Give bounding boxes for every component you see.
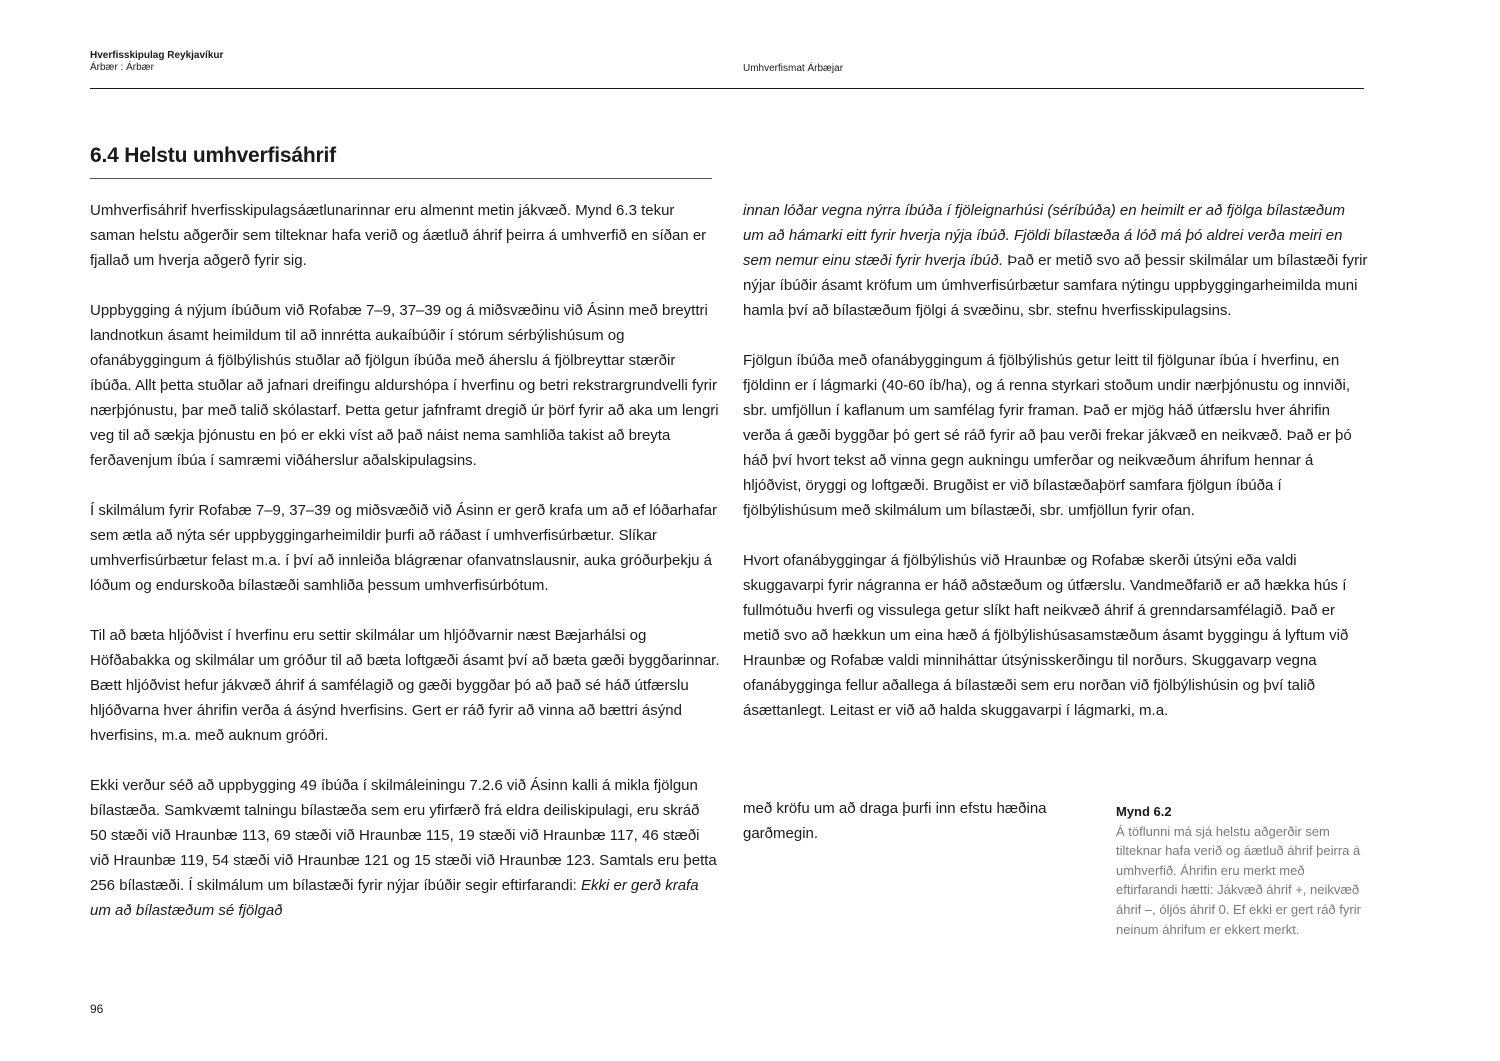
caption-body: Á töflunni má sjá helstu aðgerðir sem tilteknar hafa verið og áætluð áhrif þeirra á umhverfið. Áhrifin eru merkt með eftirfarandi hætti: Jákvæð áhrif +, neikvæð áhrif –, óljós áhrif 0. Ef ekki er gert ráð fyrir neinum áhrifum er ekkert merkt. (1116, 823, 1361, 937)
paragraph: Fjölgun íbúða með ofanábyggingum á fjölbýlishús getur leitt til fjölgunar íbúa í hverfinu, en fjöldinn er í lágmarki (40-60 íb/ha), og á renna styrkari stoðum undir nærþjónustu og innviði, sbr. umfjöllun í kaflanum um samfélag fyrir framan. Það er mjög háð útfærslu hver áhrifin verða á gæði byggðar þó gert sé ráð fyrir að þau verði frekar jákvæð en neikvæð. Það er þó háð því hvort tekst að vinna gegn aukningu umferðar og neikvæðum áhrifum hennar á hljóðvist, öryggi og loftgæði. Brugðist er við bílastæðaþörf samfara fjölgun íbúða í fjölbýlishúsum með skilmálum um bílastæði, sbr. umfjöllun fyrir ofan. (743, 352, 1352, 519)
paragraph: Uppbygging á nýjum íbúðum við Rofabæ 7–9, 37–39 og á miðsvæðinu við Ásinn með breyttri landnotkun ásamt heimildum til að innrétta aukaíbúðir í stórum sérbýlishúsum og ofanábyggingum á fjölbýlishús stuðlar að fjölgun íbúða með áherslu á fjölbreyttar stærðir íbúða. Allt þetta stuðlar að jafnari dreifingu aldurshópa í hverfinu og betri rekstrargrundvelli fyrir nærþjónustu, þar með talið skólastarf. Þetta getur jafnframt dregið úr þörf fyrir að aka um lengri veg til að sækja þjónustu en þó er ekki víst að það náist nema samhliða takist að breyta ferðavenjum íbúa í samræmi viðáherslur aðalskipulagsins. (90, 302, 719, 469)
running-header-section: Umhverfismat Árbæjar (743, 63, 844, 74)
right-text-column (743, 198, 1368, 723)
paragraph (743, 198, 1368, 323)
paragraph: Í skilmálum fyrir Rofabæ 7–9, 37–39 og miðsvæðið við Ásinn er gerð krafa um að ef lóðarhafar sem ætla að nýta sér uppbyggingarheimildir þurfi að ráðast í umhverfisúrbætur. Slíkar umhverfisúrbætur felast m.a. í því að innleiða blágrænar ofanvatnslausnir, auka gróðurþekju á lóðum og endurskoða bílastæði samhliða þessum umhverfisúrbótum. (90, 502, 717, 594)
figure-caption (1116, 802, 1366, 939)
paragraph-text: Það er metið svo að þessir skilmálar um bílastæði fyrir nýjar íbúðir ásamt kröfum um úmhverfisúrbætur samfara nýtingu uppbyggingarheimilda muni hamla því að bílastæðum fjölgi á svæðinu, sbr. stefnu hverfisskipulagsins. (743, 252, 1368, 319)
paragraph: Til að bæta hljóðvist í hverfinu eru settir skilmálar um hljóðvarnir næst Bæjarhálsi og Höfðabakka og skilmálar um gróður til að bæta loftgæði ásamt því að bæta gæði byggðarinnar. Bætt hljóðvist hefur jákvæð áhrif á samfélagið og gæði byggðar þó að það sé háð útfærslu hljóðvarna hver áhrifin verða á ásýnd hverfisins. Gert er ráð fyrir að vinna að bættri ásýnd hverfisins, m.a. með auknum gróðri. (90, 627, 720, 744)
quoted-regulation-text: innan lóðar vegna nýrra íbúða í fjöleignarhúsi (séríbúða) en heimilt er að fjölga bílastæðum um að hámarki eitt fyrir hverja nýja íbúð. Fjöldi bílastæða á lóð má þó aldrei verða meiri en sem nemur einu stæði fyrir hverja íbúð. (743, 202, 1346, 269)
paragraph: Hvort ofanábyggingar á fjölbýlishús við Hraunbæ og Rofabæ skerði útsýni eða valdi skuggavarpi fyrir nágranna er háð aðstæðum og útfærslu. Vandmeðfarið er að hækka hús í fullmótuðu hverfi og vissulega getur slíkt haft neikvæð áhrif á grenndarsamfélagið. Það er metið svo að hækkun um eina hæð á fjölbýlishúsasamstæðum ásamt byggingu á lyftum við Hraunbæ og Rofabæ valdi minniháttar útsýnisskerðingu til norðurs. Skuggavarp vegna ofanábygginga fellur aðallega á bílastæði sem eru norðan við fjölbýlishúsin og því talið ásættanlegt. Leitast er við að halda skuggavarpi í lágmarki, m.a. (743, 552, 1349, 719)
running-header-left (90, 50, 223, 74)
publication-title: Hverfisskipulag Reykjavíkur (90, 50, 224, 61)
paragraph (90, 773, 720, 923)
paragraph: Umhverfisáhrif hverfisskipulagsáætlunarinnar eru almennt metin jákvæð. Mynd 6.3 tekur saman helstu aðgerðir sem tilteknar hafa verið og áætluð áhrif þeirra á umhverfið en síðan er fjallað um hverja aðgerð fyrir sig. (90, 202, 707, 269)
page-number: 96 (90, 1002, 104, 1016)
district-label: Árbær : Árbær (90, 62, 154, 73)
quoted-regulation-text: Ekki er gerð krafa um að bílastæðum sé fjölgað (90, 877, 699, 919)
left-text-column (90, 198, 720, 923)
paragraph-text: Ekki verður séð að uppbygging 49 íbúða í skilmáleiningu 7.2.6 við Ásinn kalli á mikla fjölgun bílastæða. Samkvæmt talningu bílastæða sem eru yfirfærð frá eldra deiliskipulagi, eru skráð 50 stæði við Hraunbæ 113, 69 stæði við Hraunbæ 115, 19 stæði við Hraunbæ 117, 46 stæði við Hraunbæ 119, 54 stæði við Hraunbæ 121 og 15 stæði við Hraunbæ 123. Samtals eru þetta 256 bílastæði. Í skilmálum um bílastæði fyrir nýjar íbúðir segir eftirfarandi: (90, 777, 717, 894)
paragraph-continuation: með kröfu um að draga þurfi inn efstu hæðina garðmegin. (743, 800, 1047, 842)
caption-title: Mynd 6.2 (1116, 804, 1172, 819)
section-heading: 6.4 Helstu umhverfisáhrif (90, 144, 336, 167)
header-divider (90, 88, 1364, 89)
heading-divider (90, 178, 712, 179)
